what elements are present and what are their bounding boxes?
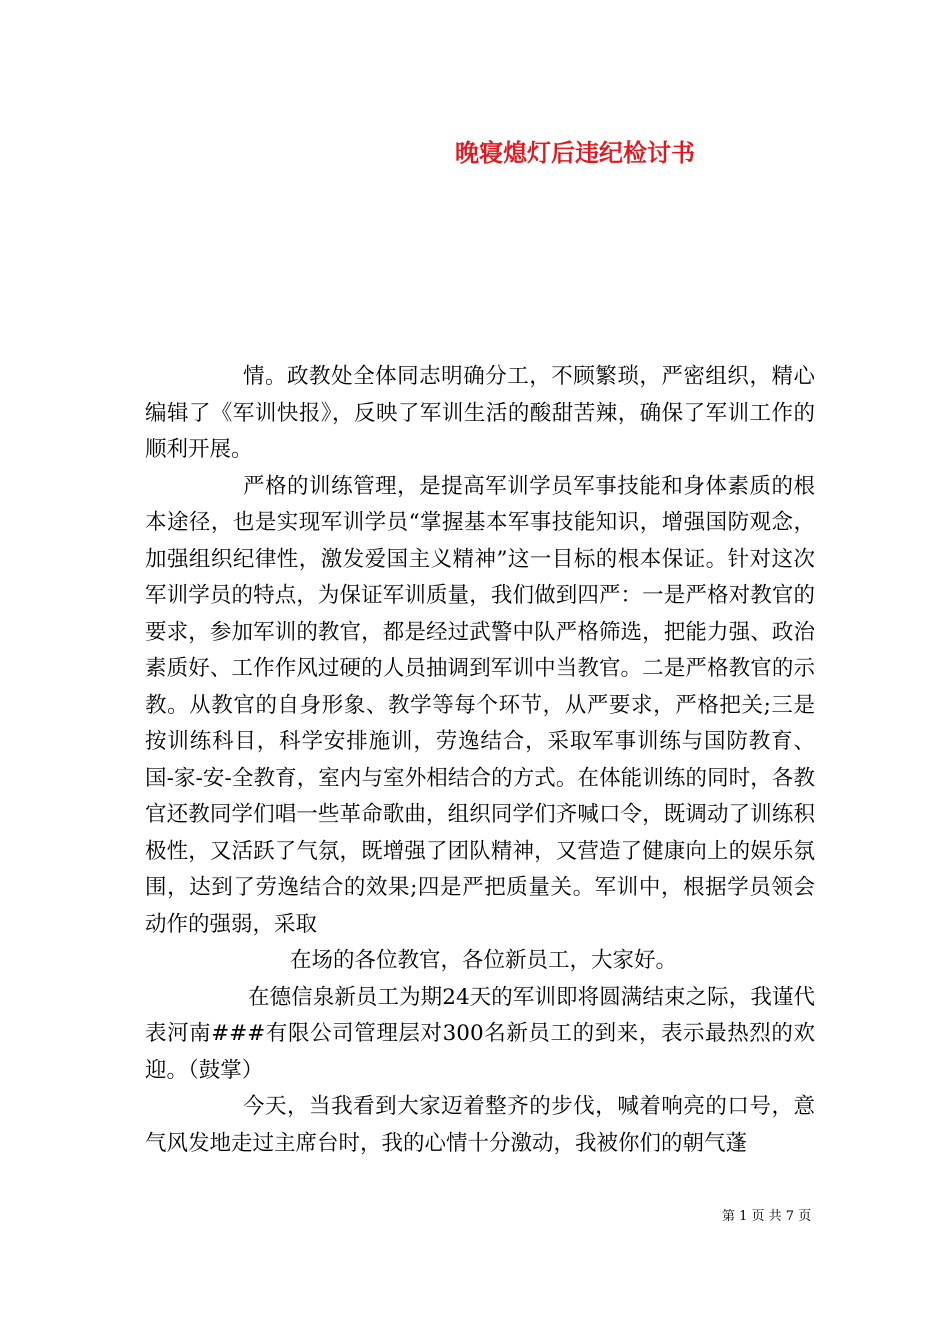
document-body [145,359,815,1162]
page-number-footer: 第 1 页 共 7 页 [722,1209,812,1224]
paragraph-greeting: 在场的各位教官，各位新员工，大家好。 [290,948,678,973]
paragraph-4: 今天，当我看到大家迈着整齐的步伐，喊着响亮的口号，意气风发地走过主席台时，我的心情十分激动，我被你们的朝气蓬 [145,1094,815,1156]
paragraph-1: 情。政教处全体同志明确分工，不顾繁琐，严密组织，精心编辑了《军训快报》，反映了军训生活的酸甜苦辣，确保了军训工作的顺利开展。 [145,364,815,462]
paragraph-3: 在德信泉新员工为期24天的军训即将圆满结束之际，我谨代表河南###有限公司管理层对300名新员工的到来，表示最热烈的欢迎。（鼓掌） [145,984,815,1083]
paragraph-2: 严格的训练管理，是提高军训学员军事技能和身体素质的根本途径，也是实现军训学员“掌握基本军事技能知识，增强国防观念，加强组织纪律性，激发爱国主义精神”这一目标的根本保证。针对这次军训学员的特点，为保证军训质量，我们做到四严：一是严格对教官的要求，参加军训的教官，都是经过武警中队严格筛选，把能力强、政治素质好、工作作风过硬的人员抽调到军训中当教官。二是严格教官的示教。从教官的自身形象、教学等每个环节，从严要求，严格把关;三是按训练科目，科学安排施训，劳逸结合，采取军事训练与国防教育、国-家-安-全教育，室内与室外相结合的方式。在体能训练的同时，各教官还教同学们唱一些革命歌曲，组织同学们齐喊口令，既调动了训练积极性，又活跃了气氛，既增强了团队精神，又营造了健康向上的娱乐氛围，达到了劳逸结合的效果;四是严把质量关。军训中，根据学员领会动作的强弱，采取 [145,473,815,937]
document-title: 晚寝熄灯后违纪检讨书 [455,138,695,167]
